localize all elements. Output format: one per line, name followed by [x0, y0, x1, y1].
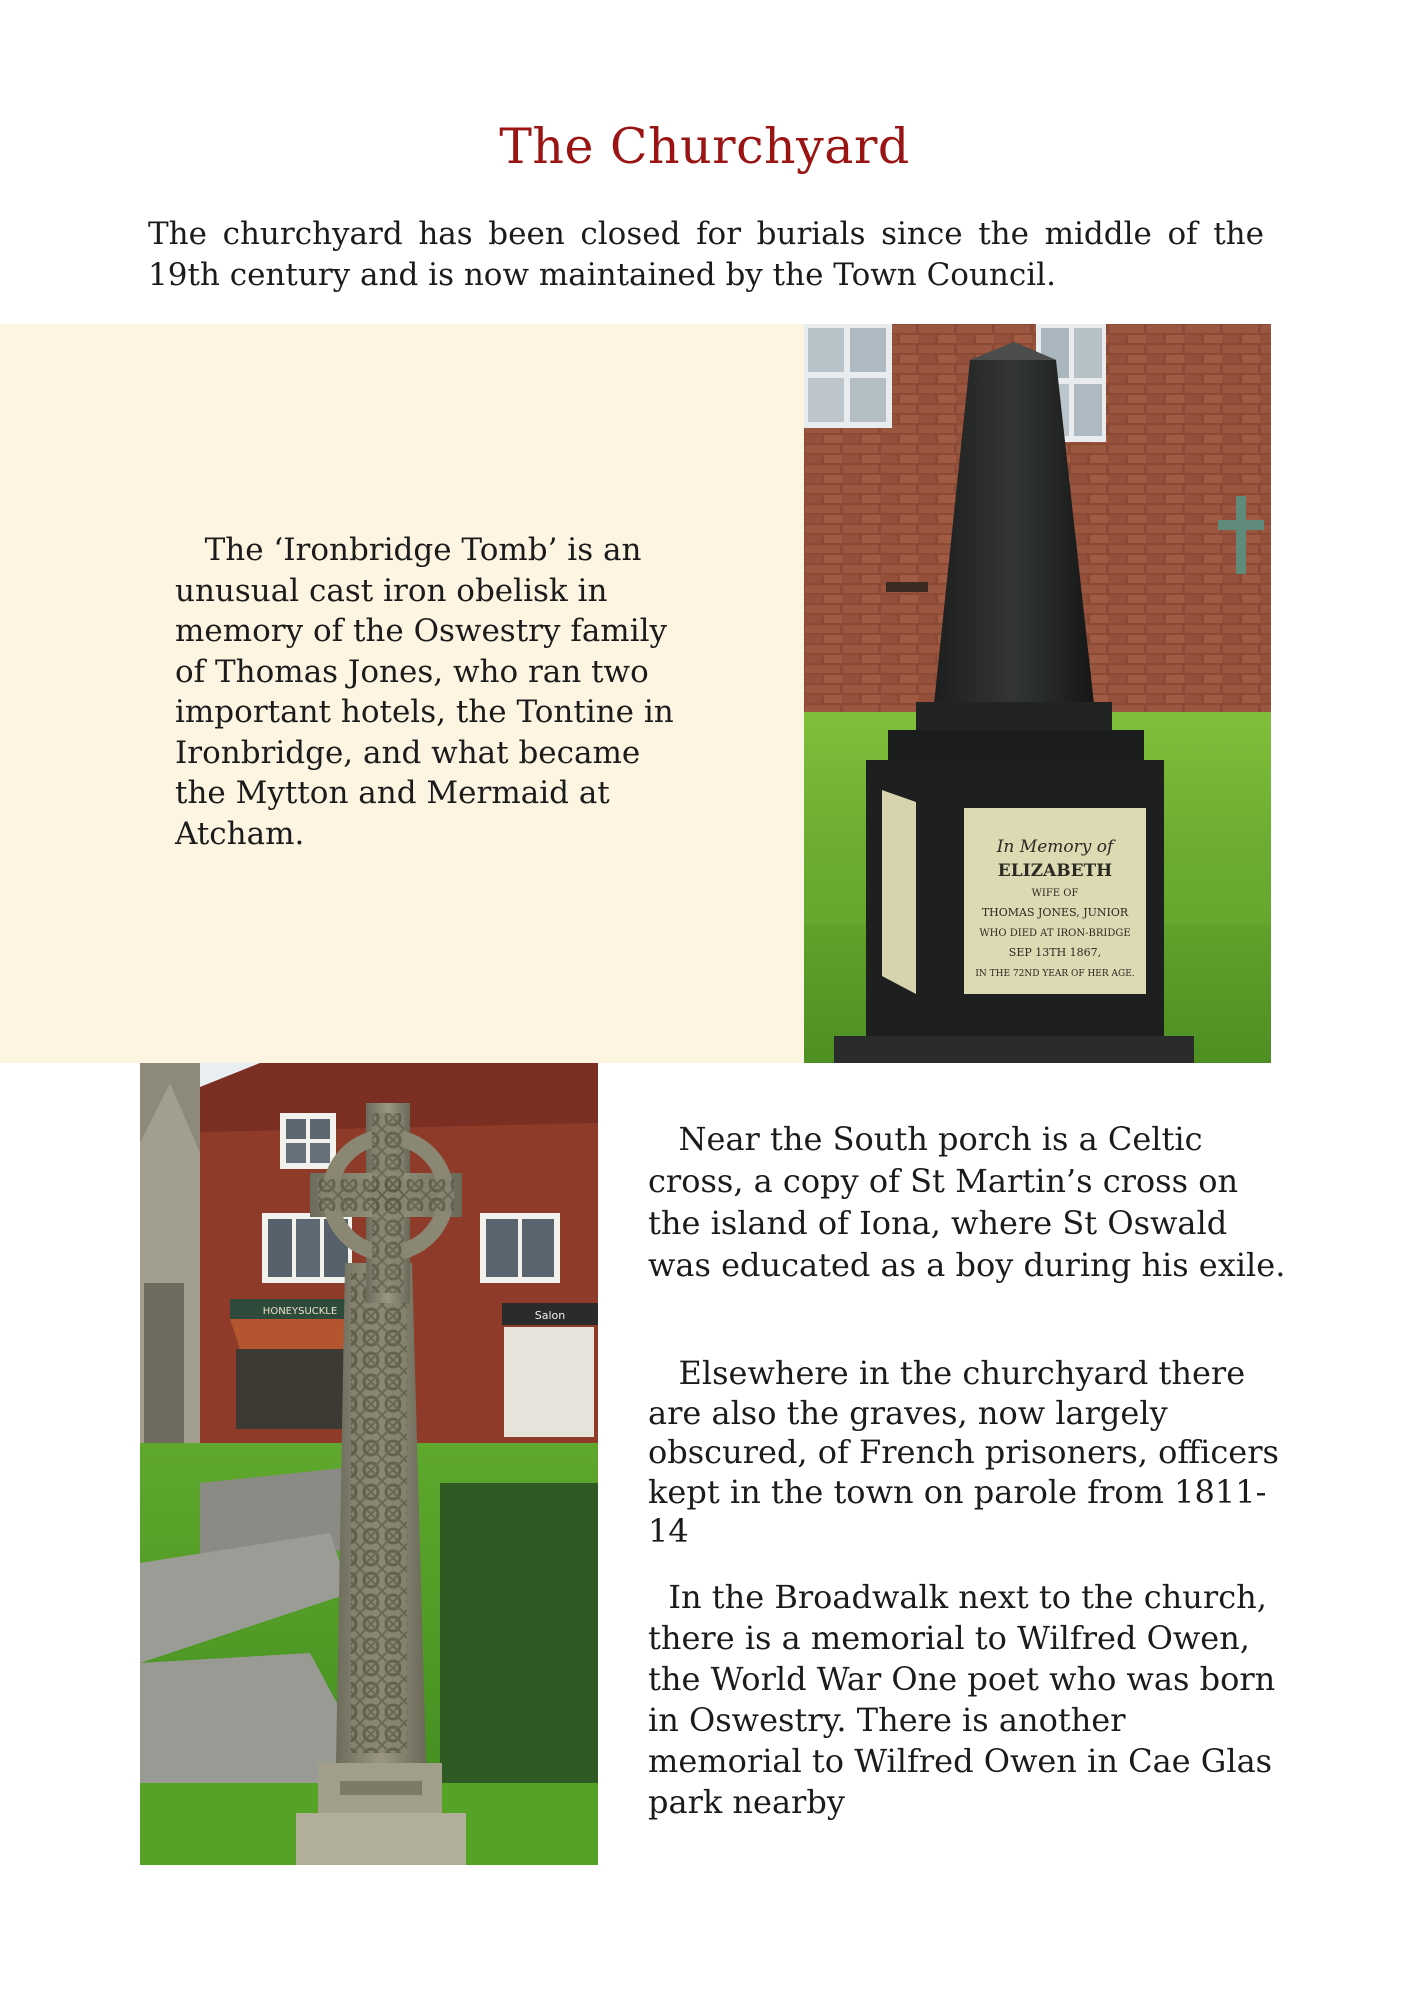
tomb-paragraph-text: The ‘Ironbridge Tomb’ is an unusual cast iron obelisk in memory of the Oswestry family of Thomas Jones, who ran two important hotels, the Tontine in Ironbridge, and what became the Mytton and Mermaid at Atcham.: [175, 532, 674, 852]
plaque-line-2: ELIZABETH: [997, 861, 1113, 881]
page-title: The Churchyard: [499, 118, 910, 175]
french-prisoners-paragraph: [648, 1354, 1288, 1552]
wilfred-owen-text: In the Broadwalk next to the church, there is a memorial to Wilfred Owen, the World War One poet who was born in Oswestry. There is another memorial to Wilfred Owen in Cae Glas park nearby: [648, 1578, 1276, 1821]
intro-paragraph: The churchyard has been closed for burials since the middle of the 19th century and is now maintained by the Town Council.: [148, 216, 1264, 293]
celtic-cross-text: Near the South porch is a Celtic cross, a copy of St Martin’s cross on the island of Iona, where St Oswald was educated as a boy during his exile.: [648, 1120, 1286, 1284]
salon-sign: Salon: [534, 1309, 566, 1322]
celtic-cross-photo: [140, 1063, 598, 1865]
plaque-line-4: THOMAS JONES, JUNIOR: [981, 906, 1129, 919]
plaque-line-7: IN THE 72ND YEAR OF HER AGE.: [975, 969, 1135, 979]
tomb-paragraph: [175, 530, 695, 854]
french-prisoners-text: Elsewhere in the churchyard there are also the graves, now largely obscured, of French prisoners, officers kept in the town on parole from 1811-14: [648, 1354, 1279, 1550]
plaque-line-6: SEP 13TH 1867,: [1008, 946, 1102, 959]
celtic-cross-paragraph: [648, 1118, 1288, 1286]
plaque-line-1: In Memory of: [996, 837, 1114, 857]
plaque-line-3: WIFE OF: [1031, 888, 1079, 899]
plaque-line-5: WHO DIED AT IRON-BRIDGE: [979, 928, 1131, 939]
honeysuckle-sign: HONEYSUCKLE: [262, 1306, 338, 1317]
ironbridge-tomb-photo: [804, 324, 1271, 1063]
wilfred-owen-paragraph: [648, 1577, 1288, 1823]
